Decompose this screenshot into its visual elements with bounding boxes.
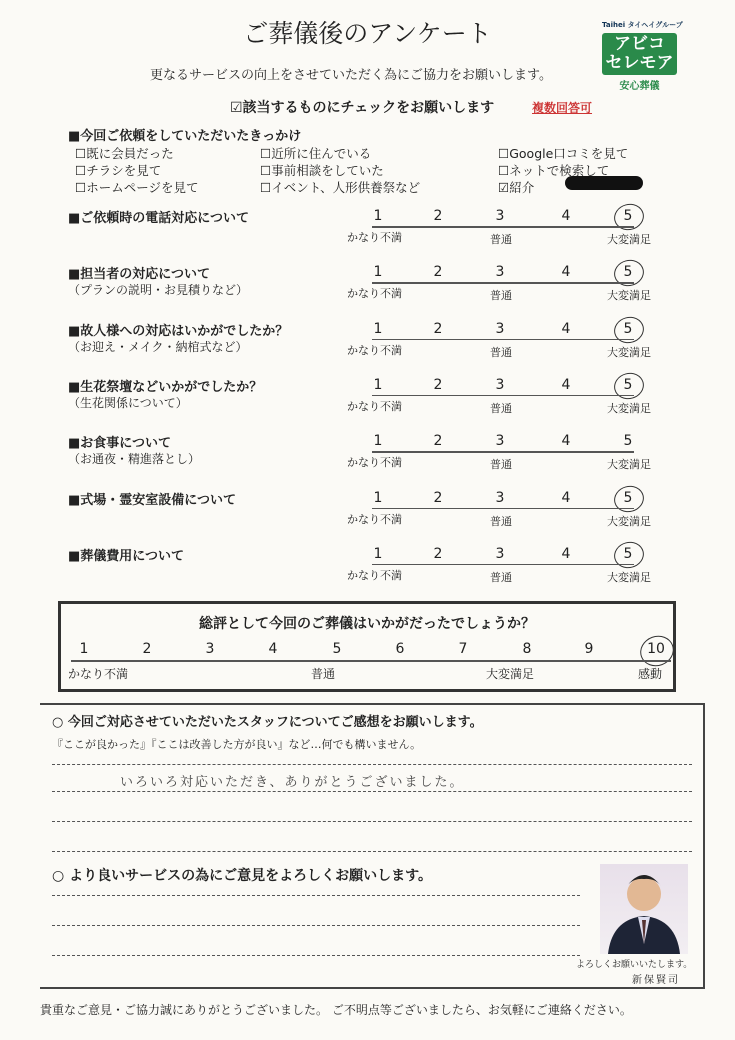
rating-option-1[interactable]: 1: [373, 433, 383, 450]
rating-option-3[interactable]: 3: [495, 208, 505, 224]
answer-line: [52, 851, 692, 852]
overall-option-9[interactable]: 9: [584, 641, 594, 657]
scale-line: [372, 226, 634, 228]
scale-label-low: かなり不満: [347, 512, 402, 526]
rating-question: ■式場・霊安室設備について: [68, 492, 237, 508]
rating-option-4[interactable]: 4: [561, 376, 571, 393]
selected-circle-mark: [611, 369, 647, 402]
rating-option-4[interactable]: 4: [561, 489, 571, 506]
rating-option-3[interactable]: 3: [495, 545, 505, 562]
trigger-option-checkbox[interactable]: ☐ホームページを見て: [75, 180, 199, 195]
answer-line: [52, 821, 692, 822]
footer-note: 貴重なご意見・ご協力誠にありがとうございました。 ご不明点等ございましたら、お気軽にご連絡ください。: [40, 1003, 632, 1017]
overall-option-10[interactable]: 10: [647, 641, 665, 657]
company-logo: [602, 20, 683, 92]
staff-comment-answer[interactable]: いろいろ対応いただき、ありがとうございました。: [120, 775, 465, 790]
service-comment-heading: ○ より良いサービスの為にご意見をよろしくお願いします。: [52, 868, 432, 884]
rating-option-2[interactable]: 2: [433, 545, 443, 562]
overall-option-4[interactable]: 4: [268, 641, 278, 657]
rating-question: ■ご依頼時の電話対応について: [68, 211, 250, 226]
page-title: ご葬儀後のアンケート: [243, 19, 492, 48]
rating-question: ■故人様への対応はいかがでしたか？: [68, 323, 289, 339]
logo-line2: セレモア: [605, 53, 674, 73]
overall-option-7[interactable]: 7: [458, 641, 468, 657]
scale-label-low: かなり不満: [347, 399, 402, 413]
overall-label: 大変満足: [486, 667, 535, 681]
scale-line: [372, 564, 634, 566]
overall-label: 感動: [638, 667, 663, 681]
rating-option-2[interactable]: 2: [433, 433, 443, 450]
scale-label-low: かなり不満: [347, 343, 402, 357]
rating-option-3[interactable]: 3: [495, 433, 505, 450]
scale-label-mid: 普通: [490, 233, 512, 246]
rating-option-4[interactable]: 4: [561, 320, 571, 337]
trigger-option-checkbox[interactable]: ☐既に会員だった: [75, 146, 174, 161]
overall-option-1[interactable]: 1: [79, 641, 89, 657]
multiple-answers-note: 複数回答可: [532, 101, 593, 115]
answer-line[interactable]: [52, 925, 580, 926]
rating-question-note: （プランの説明・お見積りなど）: [68, 283, 249, 298]
rating-option-3[interactable]: 3: [495, 376, 505, 393]
staff-comment-heading: ○ 今回ご対応させていただいたスタッフについてご感想をお願いします。: [52, 715, 483, 730]
staff-message: よろしくお願いいたします。: [576, 960, 693, 970]
rating-option-5[interactable]: 5: [623, 545, 633, 562]
scale-label-low: かなり不満: [347, 568, 402, 582]
scale-label-high: 大変満足: [607, 514, 651, 528]
rating-option-1[interactable]: 1: [373, 545, 383, 562]
scale-label-low: かなり不満: [347, 231, 402, 244]
overall-option-5[interactable]: 5: [332, 641, 342, 657]
rating-question-note: （生花関係について）: [68, 395, 188, 410]
rating-option-4[interactable]: 4: [561, 545, 571, 562]
answer-line: [52, 764, 692, 765]
rating-option-3[interactable]: 3: [495, 320, 505, 337]
scale-label-mid: 普通: [490, 401, 512, 415]
logo-tagline: 安心葬儀: [619, 81, 660, 92]
scale-label-mid: 普通: [490, 514, 512, 528]
trigger-option-checkbox[interactable]: ☐近所に住んでいる: [260, 146, 372, 161]
rating-option-1[interactable]: 1: [373, 489, 383, 506]
staff-name: 新保賢司: [632, 975, 680, 986]
scale-label-low: かなり不満: [347, 456, 402, 470]
instruction: ☑該当するものにチェックをお願いします: [230, 100, 495, 116]
trigger-option-checkbox[interactable]: ☐チラシを見て: [75, 163, 162, 178]
rating-option-1[interactable]: 1: [373, 264, 383, 281]
rating-option-2[interactable]: 2: [433, 489, 443, 506]
selected-circle-mark: [611, 482, 647, 515]
rating-option-3[interactable]: 3: [495, 489, 505, 506]
scale-label-mid: 普通: [490, 458, 512, 472]
scale-label-mid: 普通: [490, 345, 512, 359]
rating-option-5[interactable]: 5: [623, 320, 633, 337]
rating-option-1[interactable]: 1: [373, 376, 383, 393]
rating-option-1[interactable]: 1: [373, 208, 383, 224]
answer-line[interactable]: [52, 895, 580, 896]
overall-option-6[interactable]: 6: [395, 641, 405, 657]
rating-option-2[interactable]: 2: [433, 320, 443, 337]
trigger-option-checkbox[interactable]: ☐事前相談をしていた: [260, 163, 384, 178]
rating-option-4[interactable]: 4: [561, 208, 571, 224]
rating-question-note: （お迎え・メイク・納棺式など）: [68, 339, 248, 354]
rating-question: ■お食事について: [68, 436, 172, 452]
rating-question: ■葬儀費用について: [68, 548, 185, 564]
selected-circle-mark: [611, 538, 647, 571]
scale-label-high: 大変満足: [607, 345, 651, 359]
answer-line[interactable]: [52, 955, 580, 956]
scale-label-high: 大変満足: [607, 458, 651, 472]
trigger-option-checkbox[interactable]: ☐ネットで検索して: [498, 163, 610, 178]
scale-label-mid: 普通: [490, 570, 512, 584]
rating-option-4[interactable]: 4: [561, 433, 571, 450]
logo-line1: アビコ: [614, 34, 665, 54]
overall-rating-box: [58, 601, 676, 692]
answer-line: [52, 791, 692, 792]
scale-line: [372, 508, 634, 510]
overall-question: 総評として今回のご葬儀はいかがだったでしょうか？: [199, 616, 535, 632]
scale-line: [372, 339, 634, 341]
rating-option-5[interactable]: 5: [623, 433, 633, 450]
rating-option-3[interactable]: 3: [495, 264, 505, 281]
subtitle: 更なるサービスの向上をさせていただく為にご協力をお願いします。: [150, 68, 552, 83]
rating-question: ■担当者の対応について: [68, 267, 211, 283]
trigger-option-checkbox[interactable]: ☐イベント、人形供養祭など: [260, 180, 421, 195]
rating-option-2[interactable]: 2: [433, 264, 443, 281]
rating-option-4[interactable]: 4: [561, 264, 571, 281]
scale-line: [372, 395, 634, 397]
overall-option-8[interactable]: 8: [522, 641, 532, 657]
scale-label-high: 大変満足: [607, 570, 651, 584]
rating-option-2[interactable]: 2: [433, 208, 443, 224]
rating-option-5[interactable]: 5: [623, 376, 633, 393]
scale-line: [71, 660, 671, 662]
scale-label-mid: 普通: [490, 289, 512, 303]
rating-option-5[interactable]: 5: [623, 208, 633, 224]
logo-box: [602, 33, 677, 75]
trigger-heading: ■今回ご依頼をしていただいたきっかけ: [68, 129, 302, 144]
scale-line: [372, 282, 634, 284]
trigger-option-checkbox[interactable]: ☑紹介: [498, 180, 535, 195]
overall-label: かなり不満: [68, 667, 129, 681]
scale-label-low: かなり不満: [347, 287, 402, 301]
scale-label-high: 大変満足: [607, 289, 651, 303]
staff-comment-hint: 『ここが良かった』『ここは改善した方が良い』など…何でも構いません。: [52, 738, 422, 751]
rating-option-1[interactable]: 1: [373, 320, 383, 337]
scale-label-high: 大変満足: [607, 233, 651, 246]
overall-label: 普通: [311, 667, 336, 681]
rating-option-2[interactable]: 2: [433, 376, 443, 393]
rating-question: ■生花祭壇などいかがでしたか？: [68, 379, 263, 395]
trigger-option-checkbox[interactable]: ☐Google口コミを見て: [498, 146, 629, 161]
logo-group: Taihei タイヘイグループ: [602, 21, 683, 29]
scale-label-high: 大変満足: [607, 401, 651, 415]
rating-option-5[interactable]: 5: [623, 489, 633, 506]
rating-question-note: （お通夜・精進落とし）: [68, 452, 201, 467]
selected-circle-mark: [611, 257, 647, 290]
overall-option-2[interactable]: 2: [142, 641, 152, 657]
rating-option-5[interactable]: 5: [623, 264, 633, 281]
selected-circle-mark: [611, 313, 647, 346]
scale-line: [372, 451, 634, 453]
overall-option-3[interactable]: 3: [205, 641, 215, 657]
selected-circle-mark: [611, 201, 647, 234]
staff-photo: [600, 864, 688, 954]
